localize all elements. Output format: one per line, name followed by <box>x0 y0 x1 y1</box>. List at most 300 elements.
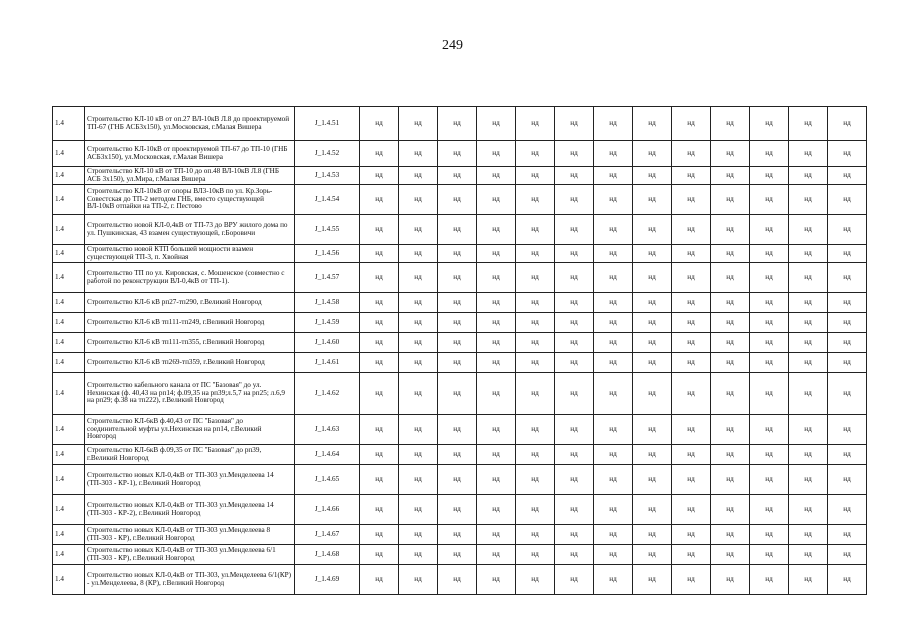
section-cell: 1.4 <box>53 495 85 525</box>
value-cell: нд <box>594 167 633 185</box>
value-cell: нд <box>672 495 711 525</box>
project-code-cell: J_1.4.64 <box>295 445 360 465</box>
value-cell: нд <box>672 353 711 373</box>
value-cell: нд <box>711 245 750 263</box>
table-row <box>53 445 867 465</box>
value-cell: нд <box>828 333 867 353</box>
value-cell: нд <box>360 185 399 215</box>
table-row <box>53 545 867 565</box>
value-cell: нд <box>711 107 750 141</box>
value-cell: нд <box>477 107 516 141</box>
value-cell: нд <box>399 465 438 495</box>
project-code-cell: J_1.4.55 <box>295 215 360 245</box>
value-cell: нд <box>789 185 828 215</box>
value-cell: нд <box>633 263 672 293</box>
value-cell: нд <box>399 141 438 167</box>
table-row <box>53 215 867 245</box>
value-cell: нд <box>750 313 789 333</box>
value-cell: нд <box>672 107 711 141</box>
value-cell: нд <box>594 525 633 545</box>
value-cell: нд <box>555 445 594 465</box>
project-code-cell: J_1.4.53 <box>295 167 360 185</box>
value-cell: нд <box>438 245 477 263</box>
project-code-cell: J_1.4.66 <box>295 495 360 525</box>
value-cell: нд <box>711 373 750 415</box>
value-cell: нд <box>789 167 828 185</box>
value-cell: нд <box>672 465 711 495</box>
value-cell: нд <box>594 107 633 141</box>
value-cell: нд <box>477 215 516 245</box>
value-cell: нд <box>789 293 828 313</box>
value-cell: нд <box>672 293 711 313</box>
value-cell: нд <box>594 545 633 565</box>
value-cell: нд <box>360 263 399 293</box>
value-cell: нд <box>633 445 672 465</box>
value-cell: нд <box>828 445 867 465</box>
value-cell: нд <box>750 107 789 141</box>
value-cell: нд <box>750 525 789 545</box>
project-name-cell: Строительство новых КЛ-0,4кВ от ТП-303, ул.Менделеева 6/1(КР) - ул.Менделеева, 8 (КР), г.Великий Новгород <box>85 565 295 595</box>
value-cell: нд <box>828 107 867 141</box>
value-cell: нд <box>399 445 438 465</box>
value-cell: нд <box>594 353 633 373</box>
value-cell: нд <box>828 141 867 167</box>
value-cell: нд <box>555 107 594 141</box>
page-number: 249 <box>442 38 463 53</box>
value-cell: нд <box>711 525 750 545</box>
value-cell: нд <box>750 245 789 263</box>
value-cell: нд <box>789 333 828 353</box>
value-cell: нд <box>477 545 516 565</box>
project-code-cell: J_1.4.60 <box>295 333 360 353</box>
section-cell: 1.4 <box>53 245 85 263</box>
value-cell: нд <box>594 293 633 313</box>
project-code-cell: J_1.4.54 <box>295 185 360 215</box>
value-cell: нд <box>750 445 789 465</box>
value-cell: нд <box>399 565 438 595</box>
project-code-cell: J_1.4.57 <box>295 263 360 293</box>
table-row <box>53 415 867 445</box>
project-code-cell: J_1.4.63 <box>295 415 360 445</box>
value-cell: нд <box>477 167 516 185</box>
value-cell: нд <box>516 445 555 465</box>
value-cell: нд <box>555 545 594 565</box>
value-cell: нд <box>750 565 789 595</box>
value-cell: нд <box>789 141 828 167</box>
value-cell: нд <box>399 245 438 263</box>
value-cell: нд <box>516 415 555 445</box>
value-cell: нд <box>360 495 399 525</box>
section-cell: 1.4 <box>53 545 85 565</box>
value-cell: нд <box>399 373 438 415</box>
value-cell: нд <box>594 245 633 263</box>
value-cell: нд <box>789 525 828 545</box>
value-cell: нд <box>672 313 711 333</box>
project-name-cell: Строительство новой КТП большей мощности взамен существующей ТП-3, п. Хвойная <box>85 245 295 263</box>
value-cell: нд <box>633 495 672 525</box>
value-cell: нд <box>438 215 477 245</box>
value-cell: нд <box>594 263 633 293</box>
value-cell: нд <box>360 107 399 141</box>
section-cell: 1.4 <box>53 313 85 333</box>
value-cell: нд <box>438 107 477 141</box>
project-name-cell: Строительство новых КЛ-0,4кВ от ТП-303 ул.Менделеева 6/1 (ТП-303 - КР), г.Великий Новгород <box>85 545 295 565</box>
value-cell: нд <box>399 107 438 141</box>
value-cell: нд <box>672 415 711 445</box>
value-cell: нд <box>399 415 438 445</box>
value-cell: нд <box>828 373 867 415</box>
value-cell: нд <box>555 565 594 595</box>
table-row <box>53 293 867 313</box>
table-row <box>53 263 867 293</box>
value-cell: нд <box>477 141 516 167</box>
project-code-cell: J_1.4.51 <box>295 107 360 141</box>
value-cell: нд <box>789 245 828 263</box>
value-cell: нд <box>828 245 867 263</box>
value-cell: нд <box>360 245 399 263</box>
value-cell: нд <box>633 565 672 595</box>
value-cell: нд <box>438 495 477 525</box>
value-cell: нд <box>399 215 438 245</box>
value-cell: нд <box>711 545 750 565</box>
value-cell: нд <box>594 215 633 245</box>
value-cell: нд <box>399 333 438 353</box>
value-cell: нд <box>516 263 555 293</box>
table-row <box>53 525 867 545</box>
value-cell: нд <box>789 495 828 525</box>
value-cell: нд <box>438 141 477 167</box>
value-cell: нд <box>438 263 477 293</box>
value-cell: нд <box>672 141 711 167</box>
value-cell: нд <box>633 293 672 313</box>
value-cell: нд <box>672 565 711 595</box>
value-cell: нд <box>711 465 750 495</box>
value-cell: нд <box>633 313 672 333</box>
project-name-cell: Строительство КЛ-6кВ ф.09,35 от ПС "Базовая" до рп39, г.Великий Новгород <box>85 445 295 465</box>
value-cell: нд <box>438 167 477 185</box>
value-cell: нд <box>750 167 789 185</box>
project-name-cell: Строительство новых КЛ-0,4кВ от ТП-303 ул.Менделеева 14 (ТП-303 - КР-2), г.Великий Новгород <box>85 495 295 525</box>
value-cell: нд <box>750 465 789 495</box>
value-cell: нд <box>555 263 594 293</box>
value-cell: нд <box>672 373 711 415</box>
section-cell: 1.4 <box>53 107 85 141</box>
value-cell: нд <box>711 141 750 167</box>
value-cell: нд <box>399 495 438 525</box>
value-cell: нд <box>438 373 477 415</box>
value-cell: нд <box>399 545 438 565</box>
table-row <box>53 245 867 263</box>
value-cell: нд <box>633 141 672 167</box>
value-cell: нд <box>633 353 672 373</box>
value-cell: нд <box>828 465 867 495</box>
value-cell: нд <box>477 333 516 353</box>
project-name-cell: Строительство КЛ-10кВ от опоры ВЛ3-10кВ по ул. Кр.Зорь-Совестская до ТП-2 методом ГНБ, вместо существующей ВЛ-10кВ отпайки на ТП-2, г. Пестово <box>85 185 295 215</box>
value-cell: нд <box>828 215 867 245</box>
value-cell: нд <box>594 333 633 353</box>
section-cell: 1.4 <box>53 263 85 293</box>
value-cell: нд <box>477 353 516 373</box>
value-cell: нд <box>711 415 750 445</box>
value-cell: нд <box>516 545 555 565</box>
value-cell: нд <box>828 545 867 565</box>
value-cell: нд <box>399 313 438 333</box>
value-cell: нд <box>789 215 828 245</box>
project-name-cell: Строительство новых КЛ-0,4кВ от ТП-303 ул.Менделеева 14 (ТП-303 - КР-1), г.Великий Новгород <box>85 465 295 495</box>
value-cell: нд <box>594 465 633 495</box>
value-cell: нд <box>360 313 399 333</box>
value-cell: нд <box>555 215 594 245</box>
table-row <box>53 465 867 495</box>
value-cell: нд <box>828 185 867 215</box>
value-cell: нд <box>828 313 867 333</box>
value-cell: нд <box>360 445 399 465</box>
section-cell: 1.4 <box>53 565 85 595</box>
value-cell: нд <box>360 565 399 595</box>
table-row <box>53 495 867 525</box>
value-cell: нд <box>399 353 438 373</box>
table-row <box>53 333 867 353</box>
value-cell: нд <box>672 525 711 545</box>
value-cell: нд <box>555 185 594 215</box>
table-body <box>53 107 867 595</box>
value-cell: нд <box>633 525 672 545</box>
value-cell: нд <box>711 293 750 313</box>
value-cell: нд <box>672 445 711 465</box>
value-cell: нд <box>360 141 399 167</box>
investment-table <box>52 106 867 595</box>
value-cell: нд <box>594 415 633 445</box>
section-cell: 1.4 <box>53 185 85 215</box>
value-cell: нд <box>750 141 789 167</box>
value-cell: нд <box>633 373 672 415</box>
value-cell: нд <box>750 415 789 445</box>
value-cell: нд <box>750 215 789 245</box>
value-cell: нд <box>789 445 828 465</box>
value-cell: нд <box>438 545 477 565</box>
value-cell: нд <box>594 141 633 167</box>
value-cell: нд <box>516 245 555 263</box>
value-cell: нд <box>555 333 594 353</box>
value-cell: нд <box>399 167 438 185</box>
section-cell: 1.4 <box>53 465 85 495</box>
value-cell: нд <box>360 465 399 495</box>
value-cell: нд <box>672 245 711 263</box>
value-cell: нд <box>828 263 867 293</box>
value-cell: нд <box>438 293 477 313</box>
project-code-cell: J_1.4.68 <box>295 545 360 565</box>
section-cell: 1.4 <box>53 353 85 373</box>
value-cell: нд <box>399 185 438 215</box>
value-cell: нд <box>516 525 555 545</box>
value-cell: нд <box>438 465 477 495</box>
value-cell: нд <box>555 415 594 445</box>
project-code-cell: J_1.4.65 <box>295 465 360 495</box>
value-cell: нд <box>828 353 867 373</box>
value-cell: нд <box>789 263 828 293</box>
value-cell: нд <box>672 185 711 215</box>
value-cell: нд <box>555 373 594 415</box>
value-cell: нд <box>477 465 516 495</box>
value-cell: нд <box>399 525 438 545</box>
section-cell: 1.4 <box>53 415 85 445</box>
value-cell: нд <box>828 167 867 185</box>
value-cell: нд <box>594 313 633 333</box>
project-name-cell: Строительство КЛ-6 кВ рп27-тп290, г.Великий Новгород <box>85 293 295 313</box>
value-cell: нд <box>438 445 477 465</box>
value-cell: нд <box>555 465 594 495</box>
value-cell: нд <box>750 495 789 525</box>
value-cell: нд <box>477 445 516 465</box>
value-cell: нд <box>360 215 399 245</box>
project-name-cell: Строительство новой КЛ-0,4кВ от ТП-73 до ВРУ жилого дома по ул. Пушкинская, 43 взамен существующей, г.Боровичи <box>85 215 295 245</box>
value-cell: нд <box>438 415 477 445</box>
project-code-cell: J_1.4.69 <box>295 565 360 595</box>
value-cell: нд <box>711 167 750 185</box>
value-cell: нд <box>633 465 672 495</box>
value-cell: нд <box>360 333 399 353</box>
value-cell: нд <box>711 353 750 373</box>
value-cell: нд <box>789 107 828 141</box>
table-row <box>53 565 867 595</box>
value-cell: нд <box>477 245 516 263</box>
value-cell: нд <box>516 215 555 245</box>
value-cell: нд <box>711 333 750 353</box>
value-cell: нд <box>399 263 438 293</box>
value-cell: нд <box>750 333 789 353</box>
value-cell: нд <box>711 313 750 333</box>
value-cell: нд <box>438 313 477 333</box>
value-cell: нд <box>711 215 750 245</box>
value-cell: нд <box>750 293 789 313</box>
project-name-cell: Строительство КЛ-6кВ ф.40,43 от ПС "Базовая" до соединительной муфты ул.Нехинская на рп14, г.Великий Новгород <box>85 415 295 445</box>
project-code-cell: J_1.4.52 <box>295 141 360 167</box>
value-cell: нд <box>516 313 555 333</box>
value-cell: нд <box>360 525 399 545</box>
value-cell: нд <box>516 167 555 185</box>
project-code-cell: J_1.4.67 <box>295 525 360 545</box>
section-cell: 1.4 <box>53 215 85 245</box>
table-row <box>53 107 867 141</box>
value-cell: нд <box>750 185 789 215</box>
value-cell: нд <box>516 373 555 415</box>
value-cell: нд <box>516 353 555 373</box>
value-cell: нд <box>672 215 711 245</box>
value-cell: нд <box>516 333 555 353</box>
value-cell: нд <box>477 373 516 415</box>
value-cell: нд <box>516 495 555 525</box>
value-cell: нд <box>633 415 672 445</box>
value-cell: нд <box>633 333 672 353</box>
project-code-cell: J_1.4.59 <box>295 313 360 333</box>
value-cell: нд <box>477 415 516 445</box>
value-cell: нд <box>438 525 477 545</box>
value-cell: нд <box>789 373 828 415</box>
value-cell: нд <box>555 495 594 525</box>
value-cell: нд <box>438 333 477 353</box>
table-row <box>53 167 867 185</box>
value-cell: нд <box>555 293 594 313</box>
value-cell: нд <box>633 107 672 141</box>
project-name-cell: Строительство КЛ-6 кВ тп111-тп249, г.Великий Новгород <box>85 313 295 333</box>
table-row <box>53 373 867 415</box>
value-cell: нд <box>555 313 594 333</box>
value-cell: нд <box>633 545 672 565</box>
value-cell: нд <box>711 445 750 465</box>
value-cell: нд <box>555 525 594 545</box>
value-cell: нд <box>477 293 516 313</box>
value-cell: нд <box>789 545 828 565</box>
value-cell: нд <box>633 167 672 185</box>
project-name-cell: Строительство КЛ-6 кВ тп269-тп359, г.Великий Новгород <box>85 353 295 373</box>
value-cell: нд <box>711 565 750 595</box>
value-cell: нд <box>750 373 789 415</box>
section-cell: 1.4 <box>53 167 85 185</box>
value-cell: нд <box>477 525 516 545</box>
project-name-cell: Строительство ТП по ул. Кировская, с. Мошенское (совместно с работой по реконструкции ВЛ-0,4кВ от ТП-1). <box>85 263 295 293</box>
value-cell: нд <box>360 545 399 565</box>
value-cell: нд <box>750 545 789 565</box>
value-cell: нд <box>594 445 633 465</box>
project-name-cell: Строительство КЛ-10 кВ от ТП-10 до оп.48 ВЛ-10кВ Л.8 (ГНБ АСБ 3х150), ул.Мира, г.Малая Вишера <box>85 167 295 185</box>
value-cell: нд <box>789 565 828 595</box>
table-row <box>53 353 867 373</box>
section-cell: 1.4 <box>53 373 85 415</box>
value-cell: нд <box>789 465 828 495</box>
section-cell: 1.4 <box>53 141 85 167</box>
value-cell: нд <box>399 293 438 313</box>
value-cell: нд <box>516 293 555 313</box>
value-cell: нд <box>360 353 399 373</box>
value-cell: нд <box>438 353 477 373</box>
value-cell: нд <box>672 333 711 353</box>
value-cell: нд <box>828 525 867 545</box>
value-cell: нд <box>360 293 399 313</box>
section-cell: 1.4 <box>53 525 85 545</box>
project-code-cell: J_1.4.61 <box>295 353 360 373</box>
value-cell: нд <box>828 495 867 525</box>
section-cell: 1.4 <box>53 445 85 465</box>
section-cell: 1.4 <box>53 293 85 313</box>
value-cell: нд <box>360 373 399 415</box>
value-cell: нд <box>477 185 516 215</box>
table-row <box>53 141 867 167</box>
value-cell: нд <box>828 565 867 595</box>
project-name-cell: Строительство кабельного канала от ПС "Базовая" до ул. Нехинская (ф. 40,43 на рп14; ф.09,35 на рп39;л.5,7 на рп25; л.6,9 на рп29; ф.38 на тп222), г.Великий Новгород <box>85 373 295 415</box>
project-code-cell: J_1.4.56 <box>295 245 360 263</box>
value-cell: нд <box>594 185 633 215</box>
value-cell: нд <box>672 545 711 565</box>
value-cell: нд <box>516 107 555 141</box>
value-cell: нд <box>516 141 555 167</box>
value-cell: нд <box>360 167 399 185</box>
value-cell: нд <box>594 495 633 525</box>
project-code-cell: J_1.4.62 <box>295 373 360 415</box>
value-cell: нд <box>711 263 750 293</box>
value-cell: нд <box>750 353 789 373</box>
value-cell: нд <box>555 245 594 263</box>
value-cell: нд <box>594 373 633 415</box>
project-name-cell: Строительство КЛ-10кВ от проектируемой ТП-67 до ТП-10 (ГНБ АСБ3х150), ул.Московская, г.Малая Вишера <box>85 141 295 167</box>
project-name-cell: Строительство КЛ-10 кВ от оп.27 ВЛ-10кВ Л.8 до проектируемой ТП-67 (ГНБ АСБ3х150), ул.Московская, г.Малая Вишера <box>85 107 295 141</box>
value-cell: нд <box>594 565 633 595</box>
value-cell: нд <box>633 245 672 263</box>
value-cell: нд <box>516 565 555 595</box>
value-cell: нд <box>711 185 750 215</box>
value-cell: нд <box>789 415 828 445</box>
value-cell: нд <box>438 565 477 595</box>
value-cell: нд <box>477 565 516 595</box>
